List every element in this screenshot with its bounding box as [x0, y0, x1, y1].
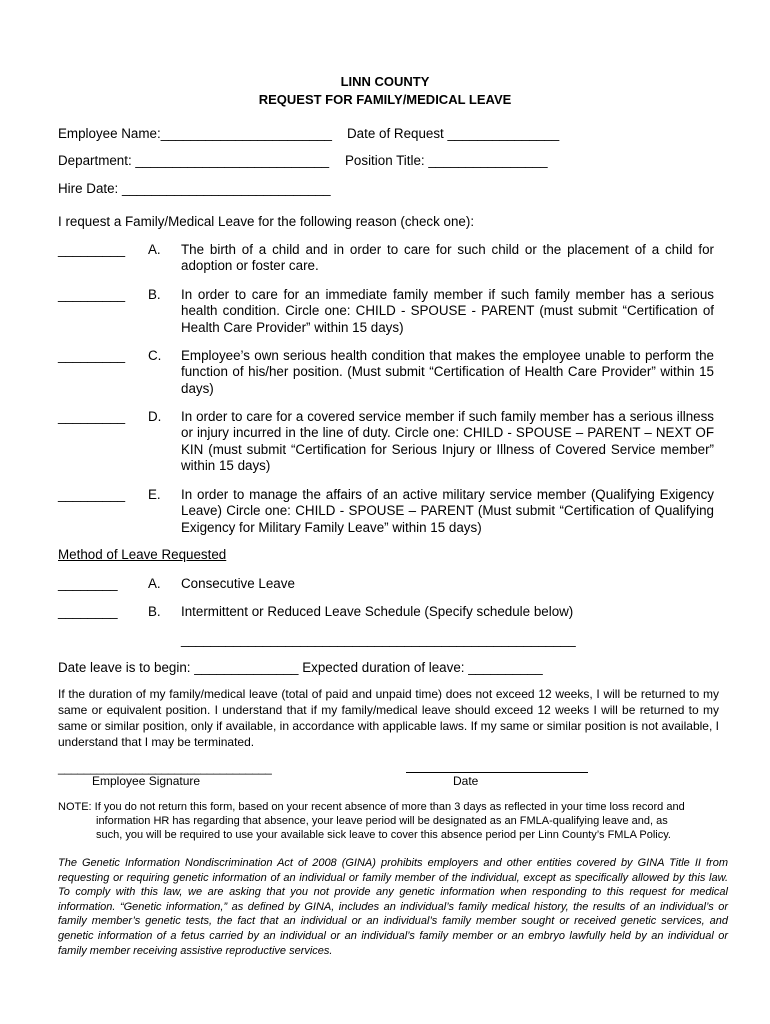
- reason-d-letter: D.: [148, 409, 162, 424]
- method-heading-text: Method of Leave Requested: [58, 547, 227, 562]
- signature-date-label: Date: [453, 774, 479, 788]
- reason-e-letter: E.: [148, 487, 161, 502]
- reason-d-checkbox[interactable]: _________: [58, 409, 126, 424]
- reason-b-letter: B.: [148, 287, 161, 302]
- method-b-checkbox[interactable]: ________: [58, 604, 118, 619]
- method-b-letter: B.: [148, 604, 161, 619]
- method-a-letter: A.: [148, 576, 161, 591]
- method-a-text: Consecutive Leave: [181, 576, 295, 591]
- employee-name-field[interactable]: Employee Name:_______________________: [58, 126, 332, 141]
- reason-c-letter: C.: [148, 348, 162, 363]
- department-field[interactable]: Department: __________________________: [58, 153, 330, 168]
- reason-b-text: In order to care for an immediate family member if such family member has a serious health condition. Circle one: CHILD - SPOUSE - PARENT (must submit “Certification of Health Care Provider” within 15 days): [181, 287, 714, 335]
- position-title-field[interactable]: Position Title: ________________: [345, 153, 548, 168]
- method-a-checkbox[interactable]: ________: [58, 576, 118, 591]
- return-paragraph: If the duration of my family/medical leave (total of paid and unpaid time) does not exceed 12 weeks, I will be returned to my same or equivalent position. I understand that if my family/medical leave should exceed 12 weeks I will be returned to my same or similar position, only if available, in accordance with applicable laws. If my same or similar position is not available, I understand that I may be terminated.: [58, 687, 719, 749]
- reason-d-text: In order to care for a covered service member if such family member has a serious illness or injury incurred in the line of duty. Circle one: CHILD - SPOUSE – PARENT – NEXT OF KIN (must submit “Certification for Serious Injury or Illness of Covered Service member” within 15 days): [181, 409, 714, 474]
- reason-e-text: In order to manage the affairs of an active military service member (Qualifying Exigency Leave) Circle one: CHILD - SPOUSE – PARENT (Must submit “Certification of Qualifying Exigency for Military Family Leave” within 15 days): [181, 487, 714, 535]
- form-title: REQUEST FOR FAMILY/MEDICAL LEAVE: [258, 92, 512, 107]
- date-of-request-field[interactable]: Date of Request _______________: [347, 126, 560, 141]
- reason-b-checkbox[interactable]: _________: [58, 287, 126, 302]
- reason-intro: I request a Family/Medical Leave for the following reason (check one):: [58, 214, 475, 229]
- leave-dates-field[interactable]: Date leave is to begin: ______________ Expected duration of leave: __________: [58, 660, 543, 675]
- method-heading: [58, 547, 226, 562]
- reason-a-text: The birth of a child and in order to care for such child or the placement of a child for adoption or foster care.: [181, 242, 714, 274]
- signature-line[interactable]: _________________________________: [58, 761, 272, 775]
- reason-e-checkbox[interactable]: _________: [58, 487, 126, 502]
- county-heading: LINN COUNTY: [340, 74, 430, 89]
- method-b-text: Intermittent or Reduced Leave Schedule (Specify schedule below): [181, 604, 574, 619]
- reason-a-checkbox[interactable]: _________: [58, 242, 126, 257]
- reason-c-checkbox[interactable]: _________: [58, 348, 126, 363]
- date-signature-line[interactable]: [406, 772, 588, 773]
- note-line-3: such, you will be required to use your available sick leave to cover this absence period per Linn County’s FMLA Policy.: [96, 829, 671, 841]
- employee-signature-label: Employee Signature: [92, 774, 201, 788]
- note-line-1: NOTE: If you do not return this form, based on your recent absence of more than 3 days as reflected in your time loss record and: [58, 801, 685, 813]
- reason-a-letter: A.: [148, 242, 161, 257]
- schedule-line[interactable]: _____________________________________________________: [181, 632, 576, 647]
- gina-disclaimer: The Genetic Information Nondiscrimination Act of 2008 (GINA) prohibits employers and other entities covered by GINA Title II from requesting or requiring genetic information of an individual or family member of the individual, except as specifically allowed by this law. To comply with this law, we are asking that you not provide any genetic information when responding to this request for medical information. “Genetic information,” as defined by GINA, includes an individual’s family medical history, the results of an individual’s or family member’s genetic tests, the fact that an individual or an individual’s family member sought or received genetic services, and genetic information of a fetus carried by an individual or an individual’s family member or an embryo lawfully held by an individual or family member receiving assistive reproductive services.: [58, 857, 728, 957]
- reason-c-text: Employee’s own serious health condition that makes the employee unable to perform the function of his/her position. (Must submit “Certification of Health Care Provider” within 15 days): [181, 348, 714, 396]
- note-line-2: information HR has regarding that absence, your leave period will be designated as an FMLA-qualifying leave and, as: [96, 815, 668, 827]
- hire-date-field[interactable]: Hire Date: ____________________________: [58, 181, 331, 196]
